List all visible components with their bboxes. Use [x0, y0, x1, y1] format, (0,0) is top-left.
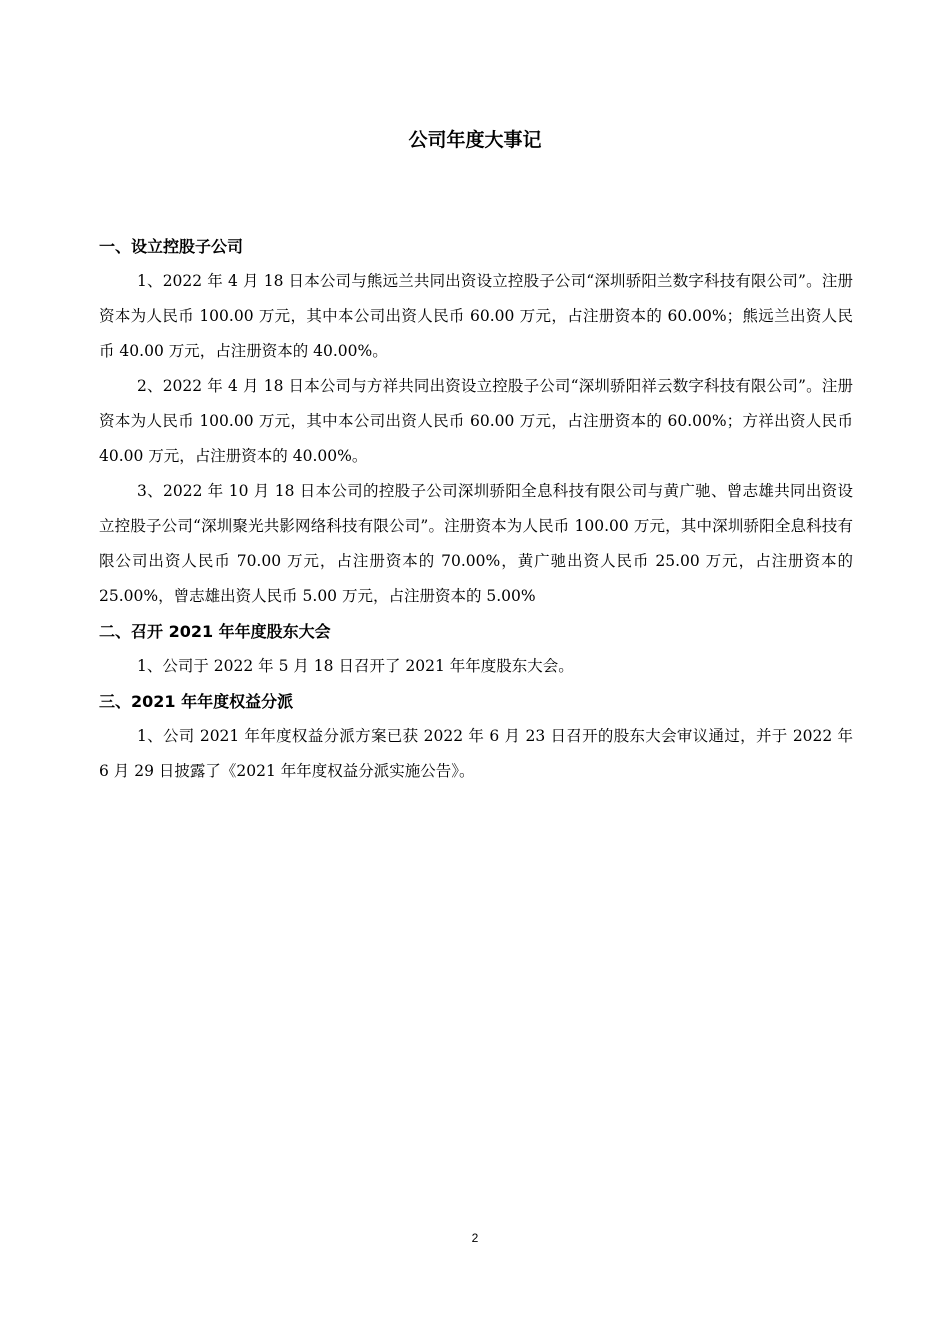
section-subsidiaries	[99, 229, 853, 614]
section-dividend-distribution	[99, 684, 853, 789]
paragraph: 3、2022 年 10 月 18 日本公司的控股子公司深圳骄阳全息科技有限公司与黄广驰、曾志雄共同出资设立控股子公司“深圳聚光共影网络科技有限公司”。注册资本为人民币 100.00 万元，其中深圳骄阳全息科技有限公司出资人民币 70.00 万元，占注册资本的 70.00%，黄广驰出资人民币 25.00 万元，占注册资本的 25.00%，曾志雄出资人民币 5.00 万元，占注册资本的 5.00%	[99, 482, 853, 605]
section-heading: 二、召开 2021 年年度股东大会	[99, 622, 331, 641]
section-heading: 一、设立控股子公司	[99, 237, 244, 256]
paragraph: 1、2022 年 4 月 18 日本公司与熊远兰共同出资设立控股子公司“深圳骄阳兰数字科技有限公司”。注册资本为人民币 100.00 万元，其中本公司出资人民币 60.00 万元，占注册资本的 60.00%；熊远兰出资人民币 40.00 万元，占注册资本的 40.00%。	[99, 272, 853, 360]
section-shareholder-meeting	[99, 614, 853, 684]
document-body	[99, 229, 853, 789]
section-heading: 三、2021 年年度权益分派	[99, 692, 294, 711]
paragraph: 1、公司于 2022 年 5 月 18 日召开了 2021 年年度股东大会。	[137, 657, 574, 675]
paragraph: 2、2022 年 4 月 18 日本公司与方祥共同出资设立控股子公司“深圳骄阳祥云数字科技有限公司”。注册资本为人民币 100.00 万元，其中本公司出资人民币 60.00 万元，占注册资本的 60.00%；方祥出资人民币 40.00 万元，占注册资本的 40.00%。	[99, 377, 853, 465]
page-title: 公司年度大事记	[408, 129, 542, 151]
paragraph: 1、公司 2021 年年度权益分派方案已获 2022 年 6 月 23 日召开的股东大会审议通过，并于 2022 年 6 月 29 日披露了《2021 年年度权益分派实施公告》。	[99, 727, 853, 780]
page-number: 2	[471, 1231, 479, 1245]
